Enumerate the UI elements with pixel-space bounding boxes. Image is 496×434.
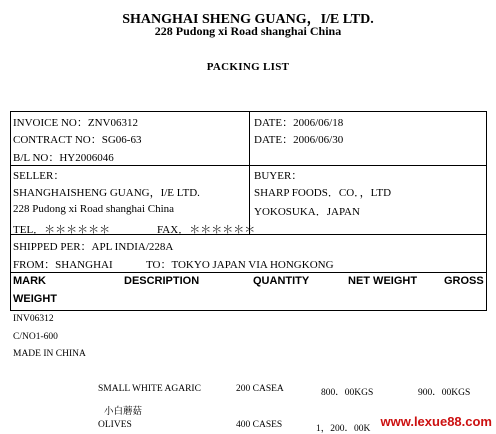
ship-from: FROM：SHANGHAI (13, 259, 113, 271)
table-top-border (10, 111, 486, 112)
bl-number: B/L NO：HY2006046 (13, 152, 114, 164)
seller-fax: FAX．＊＊＊＊＊＊ (157, 224, 256, 236)
contract-number: CONTRACT NO：SG06-63 (13, 134, 142, 146)
table-bottom-border (10, 310, 486, 311)
document-title: PACKING LIST (206, 61, 290, 73)
col-header-description: DESCRIPTION (124, 275, 200, 287)
invoice-number: INVOICE NO：ZNV06312 (13, 117, 138, 129)
buyer-address: YOKOSUKA．JAPAN (254, 206, 360, 218)
item-gross-weight: 900．00KGS (418, 388, 471, 398)
table-right-border (486, 111, 487, 311)
ship-to: TO：TOKYO JAPAN VIA HONGKONG (146, 259, 334, 271)
seller-tel: TEL．＊＊＊＊＊＊ (13, 224, 111, 236)
item-net-weight: 800．00KGS (321, 388, 374, 398)
seller-label: SELLER： (13, 170, 65, 182)
col-header-gross: GROSS (444, 275, 484, 287)
company-address: 228 Pudong xi Road shanghai China (154, 24, 342, 38)
col-header-mark: MARK (13, 275, 46, 287)
col-header-net-weight: NET WEIGHT (348, 275, 418, 287)
col-header-quantity: QUANTITY (253, 275, 310, 287)
company-name: SHANGHAI SHENG GUANG，I/E LTD. (122, 12, 374, 27)
item-quantity: 200 CASEA (236, 384, 284, 394)
mark-line-1: INV06312 (13, 314, 54, 324)
col-header-weight: WEIGHT (13, 293, 57, 305)
table-middle-divider (249, 111, 250, 235)
seller-name: SHANGHAISHENG GUANG，I/E LTD. (13, 187, 200, 199)
item-description: SMALL WHITE AGARIC (98, 384, 201, 394)
mark-line-3: MADE IN CHINA (13, 349, 86, 359)
table-divider-columns (10, 272, 486, 273)
table-left-border (10, 111, 11, 311)
seller-address: 228 Pudong xi Road shanghai China (13, 203, 175, 215)
item-chinese-name: 小白蘑菇 (104, 406, 143, 417)
contract-date: DATE：2006/06/30 (254, 134, 344, 146)
site-watermark: www.lexue88.com (380, 414, 492, 429)
buyer-label: BUYER： (254, 170, 303, 182)
buyer-name: SHARP FOODS．CO．，LTD (254, 187, 392, 199)
shipped-per: SHIPPED PER：APL INDIA/228A (13, 241, 174, 253)
invoice-date: DATE：2006/06/18 (254, 117, 344, 129)
item-description: OLIVES (98, 420, 132, 430)
mark-line-2: C/NO1-600 (13, 332, 58, 342)
item-net-weight: 1，200．00K (316, 424, 371, 434)
item-quantity: 400 CASES (236, 420, 283, 430)
table-divider-seller (10, 165, 486, 166)
